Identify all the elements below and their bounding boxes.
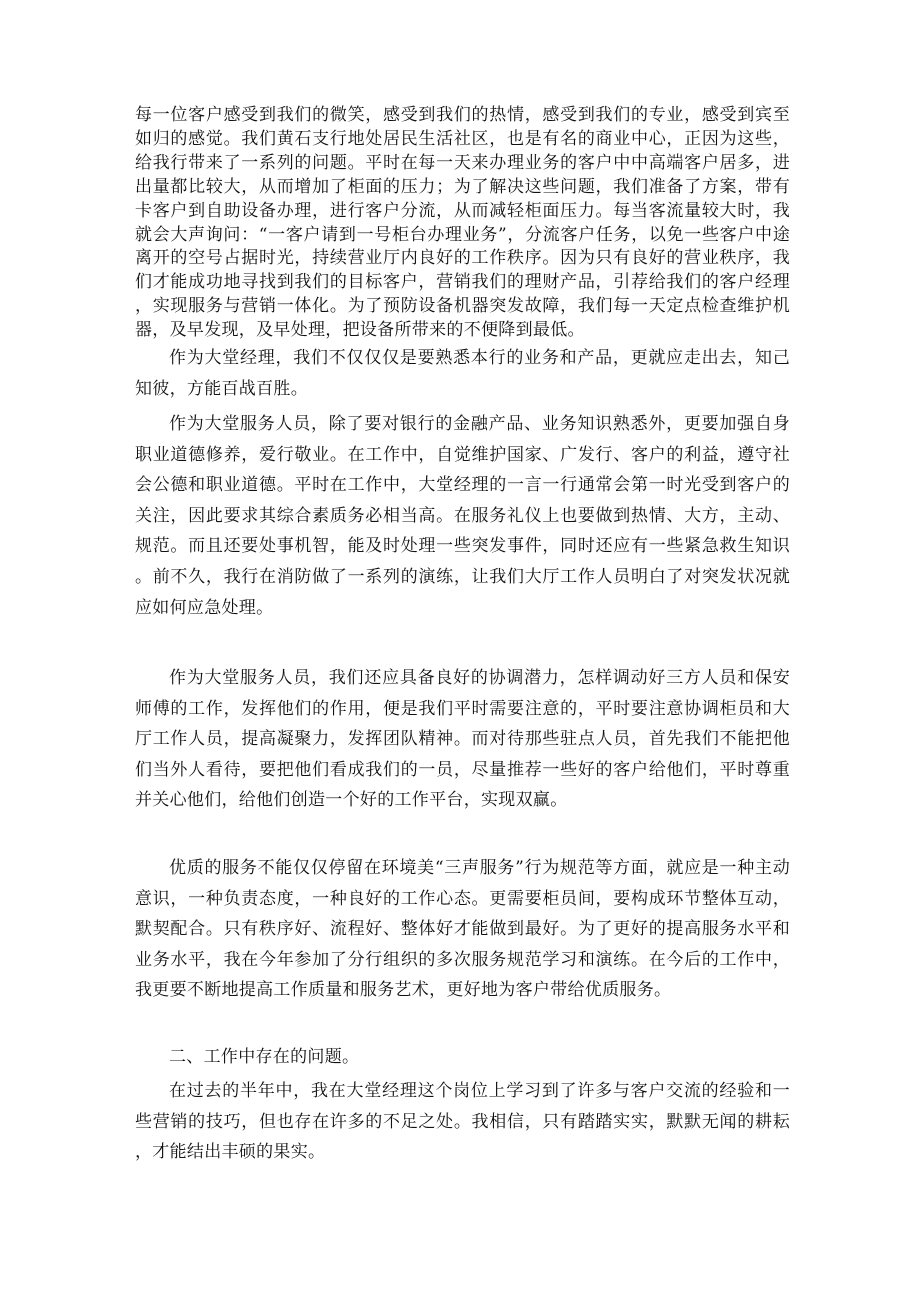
section-heading-problems: 二、工作中存在的问题。	[169, 1047, 360, 1067]
paragraph-quality-service: 优质的服务不能仅仅停留在环境美“三声服务”行为规范等方面，就应是一种主动意识，一种负责态度，一种良好的工作心态。更需要柜员间，要构成环节整体互动，默契配合。只有秩序好、流程好、整体好才能做到最好。为了更好的提高服务水平和业务水平，我在今年参加了分行组织的多次服务规范学习和演练。在今后的工作中，我更要不断地提高工作质量和服务艺术，更好地为客户带给优质服务。	[135, 858, 790, 1001]
paragraph-professional-ethics: 作为大堂服务人员，除了要对银行的金融产品、业务知识熟悉外，更要加强自身职业道德修养，爱行敬业。在工作中，自觉维护国家、广发行、客户的利益，遵守社会公德和职业道德。平时在工作中，大堂经理的一言一行通常会第一时光受到客户的关注，因此要求其综合素质务必相当高。在服务礼仪上也要做到热情、大方，主动、规范。而且还要处事机智，能及时处理一些突发事件，同时还应有一些紧急救生知识。前不久，我行在消防做了一系列的演练，让我们大厅工作人员明白了对突发状况就应如何应急处理。	[135, 414, 790, 618]
paragraph-lobby-manager-knowledge: 作为大堂经理，我们不仅仅仅是要熟悉本行的业务和产品，更就应走出去，知己知彼，方能百战百胜。	[135, 348, 790, 399]
paragraph-customer-service: 每一位客户感受到我们的微笑，感受到我们的热情，感受到我们的专业，感受到宾至如归的感觉。我们黄石支行地处居民生活社区，也是有名的商业中心，正因为这些，给我行带来了一系列的问题。平时在每一天来办理业务的客户中中高端客户居多，进出量都比较大，从而增加了柜面的压力；为了解决这些问题，我们准备了方案，带有卡客户到自助设备办理，进行客户分流，从而减轻柜面压力。每当客流量较大时，我就会大声询问：“一客户请到一号柜台办理业务”，分流客户任务，以免一些客户中途离开的空号占据时光，持续营业厅内良好的工作秩序。因为只有良好的营业秩序，我们才能成功地寻找到我们的目标客户，营销我们的理财产品，引荐给我们的客户经理，实现服务与营销一体化。为了预防设备机器突发故障，我们每一天定点检查维护机器，及早发现，及早处理，把设备所带来的不便降到最低。	[135, 105, 790, 341]
paragraph-coordination: 作为大堂服务人员，我们还应具备良好的协调潜力，怎样调动好三方人员和保安师傅的工作，发挥他们的作用，便是我们平时需要注意的，平时要注意协调柜员和大厅工作人员，提高凝聚力，发挥团队精神。而对待那些驻点人员，首先我们不能把他们当外人看待，要把他们看成我们的一员，尽量推荐一些好的客户给他们，平时尊重并关心他们，给他们创造一个好的工作平台，实现双赢。	[135, 668, 790, 811]
paragraph-shortcomings: 在过去的半年中，我在大堂经理这个岗位上学习到了许多与客户交流的经验和一些营销的技巧，但也存在许多的不足之处。我相信，只有踏踏实实，默默无闻的耕耘，才能结出丰硕的果实。	[135, 1081, 790, 1163]
